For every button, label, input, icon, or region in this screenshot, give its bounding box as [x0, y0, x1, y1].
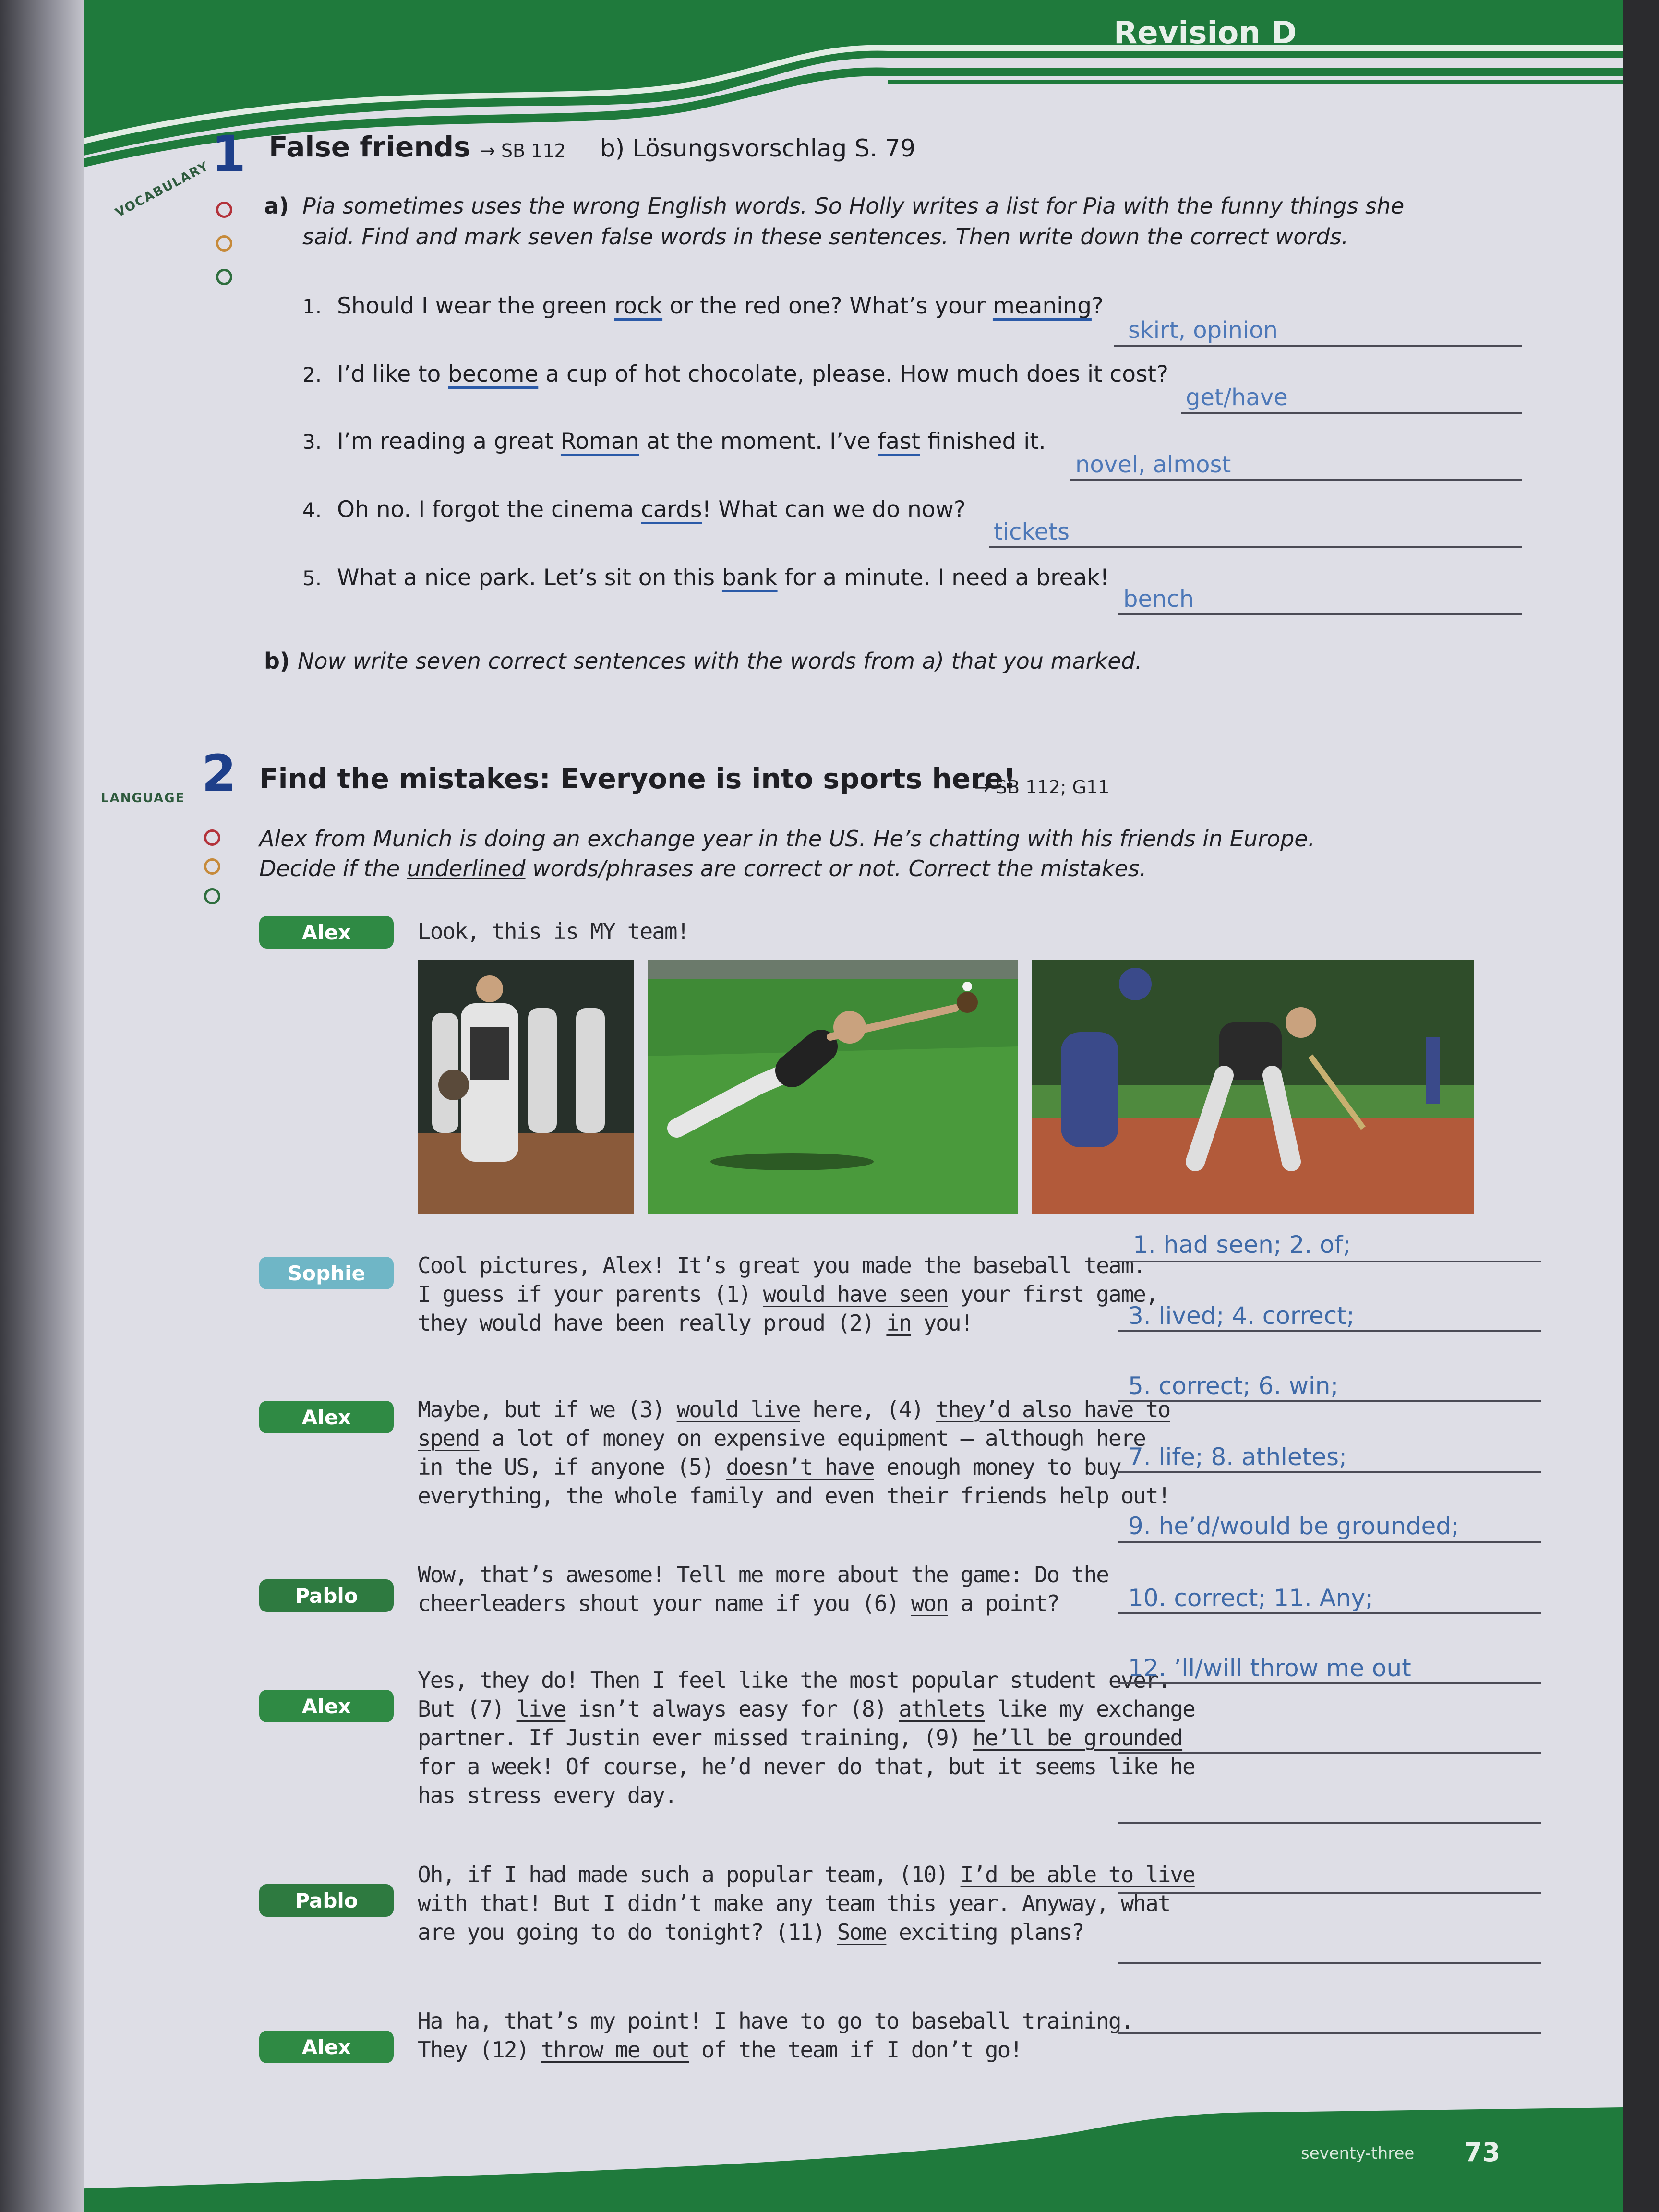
difficulty-circle-orange [204, 858, 220, 875]
answer-line-ex2-11[interactable] [1118, 1962, 1541, 1964]
answer-line-4[interactable] [989, 546, 1522, 548]
page-header-title: Revision D [1114, 15, 1297, 51]
exercise-1b-label: b) [264, 648, 290, 674]
answer-line-ex2-4[interactable] [1118, 1471, 1541, 1473]
answer-4: tickets [994, 518, 1070, 545]
answer-line-ex2-8[interactable] [1118, 1752, 1541, 1754]
answer-line-3[interactable] [1070, 479, 1522, 481]
difficulty-circle-green [216, 269, 232, 285]
speaker-tag-alex: Alex [259, 2031, 394, 2063]
answer-line-ex2-3[interactable] [1118, 1400, 1541, 1402]
answer-ex2-7: 12. ’ll/will throw me out [1128, 1654, 1411, 1682]
exercise-2-title: Find the mistakes: Everyone is into sports here! [259, 762, 1016, 795]
exercise-1-item-3: 3. I’m reading a great Roman at the moment. I’ve fast finished it. [302, 428, 1046, 455]
chat-message-alex-1: Maybe, but if we (3) would live here, (4) they’d also have to spend a lot of money on expensive equipment – although here in the US, if anyone (5) doesn’t have enough money to buy everything, the whole family and even their friends help out! [418, 1396, 1170, 1509]
page-number-words: seventy-three [1301, 2144, 1415, 2163]
exercise-1-item-1: 1. Should I wear the green rock or the red one? What’s your meaning? [302, 293, 1104, 319]
answer-line-ex2-2[interactable] [1118, 1330, 1541, 1332]
answer-line-ex2-9[interactable] [1118, 1822, 1541, 1824]
exercise-1a-label: a) [264, 193, 289, 219]
difficulty-circle-red [204, 830, 220, 846]
answer-ex2-6: 10. correct; 11. Any; [1128, 1584, 1373, 1612]
speaker-tag-alex: Alex [259, 1401, 394, 1433]
answer-line-1[interactable] [1114, 345, 1522, 347]
language-side-label: LANGUAGE [101, 791, 185, 805]
answer-5: bench [1123, 586, 1194, 613]
speaker-tag-pablo: Pablo [259, 1884, 394, 1917]
difficulty-circle-red [216, 202, 232, 218]
chat-message-sophie: Cool pictures, Alex! It’s great you made the baseball team. I guess if your parents (1) would have seen your first game, they would have been really proud (2) in you! [418, 1252, 1158, 1336]
exercise-2-reference: → SB 112; G11 [974, 777, 1110, 798]
answer-2: get/have [1186, 384, 1288, 411]
speaker-tag-sophie: Sophie [259, 1257, 394, 1289]
answer-line-ex2-1[interactable] [1118, 1261, 1541, 1262]
answer-line-ex2-5[interactable] [1118, 1541, 1541, 1543]
answer-line-2[interactable] [1181, 412, 1522, 414]
exercise-1-item-5: 5. What a nice park. Let’s sit on this bank for a minute. I need a break! [302, 565, 1109, 591]
exercise-1-reference: → SB 112 [480, 140, 566, 161]
speaker-tag-alex: Alex [259, 916, 394, 949]
answer-line-ex2-6[interactable] [1118, 1612, 1541, 1614]
answer-line-ex2-10[interactable] [1118, 1892, 1541, 1894]
answer-ex2-5: 9. he’d/would be grounded; [1128, 1512, 1459, 1540]
exercise-1-item-4: 4. Oh no. I forgot the cinema cards! What can we do now? [302, 496, 966, 523]
vocabulary-side-label: VOCABULARY [113, 159, 212, 220]
photo-batting-play [1032, 960, 1474, 1214]
speaker-tag-alex: Alex [259, 1690, 394, 1722]
exercise-1-solution-note: b) Lösungsvorschlag S. 79 [600, 134, 916, 162]
answer-line-ex2-7[interactable] [1118, 1682, 1541, 1684]
chat-message-pablo-2: Oh, if I had made such a popular team, (10) I’d be able to live with that! But I didn’t make any team this year. Anyway, what are you going to do tonight? (11) Some exciting plans? [418, 1862, 1195, 1945]
chat-message-alex-3: Ha ha, that’s my point! I have to go to baseball training. They (12) throw me out of the team if I don’t go! [418, 2008, 1133, 2063]
exercise-2-instruction-line1: Alex from Munich is doing an exchange year in the US. He’s chatting with his friends in Europe. [259, 826, 1315, 852]
chat-intro-text: Look, this is MY team! [418, 918, 689, 944]
workbook-page [72, 0, 1623, 2212]
answer-line-ex2-12[interactable] [1118, 2032, 1541, 2034]
photo-diving-catch [648, 960, 1018, 1214]
answer-line-5[interactable] [1118, 613, 1522, 615]
exercise-1-title: False friends [269, 131, 470, 163]
chat-message-pablo-1: Wow, that’s awesome! Tell me more about the game: Do the cheerleaders shout your name if you (6) won a point? [418, 1562, 1108, 1616]
exercise-1a-instruction-line2: said. Find and mark seven false words in these sentences. Then write down the correct words. [302, 224, 1349, 250]
exercise-1-item-2: 2. I’d like to become a cup of hot chocolate, please. How much does it cost? [302, 361, 1168, 387]
photo-team-lineup [418, 960, 634, 1214]
facing-page-edge [0, 0, 84, 2212]
page-number: 73 [1464, 2137, 1501, 2167]
difficulty-circle-orange [216, 235, 232, 252]
answer-ex2-1: 1. had seen; 2. of; [1133, 1231, 1351, 1259]
answer-ex2-3: 5. correct; 6. win; [1128, 1372, 1339, 1400]
speaker-tag-pablo: Pablo [259, 1579, 394, 1612]
exercise-1-number: 1 [211, 125, 246, 183]
difficulty-circle-green [204, 888, 220, 904]
exercise-2-number: 2 [202, 744, 237, 803]
exercise-1a-instruction-line1: Pia sometimes uses the wrong English words. So Holly writes a list for Pia with the funny things she [302, 193, 1405, 219]
exercise-1b-instruction: Now write seven correct sentences with the words from a) that you marked. [298, 648, 1142, 674]
answer-1: skirt, opinion [1128, 317, 1278, 344]
chat-message-alex-2: Yes, they do! Then I feel like the most popular student ever. But (7) live isn’t always easy for (8) athlets like my exchange partner. If Justin ever missed training, (9) he’ll be grounded for a week! Of course, he’d never do that, but it seems like he has stress every day. [418, 1667, 1195, 1808]
exercise-2-instruction-line2: Decide if the underlined words/phrases are correct or not. Correct the mistakes. [259, 855, 1147, 881]
answer-ex2-4: 7. life; 8. athletes; [1128, 1443, 1347, 1471]
answer-3: novel, almost [1075, 451, 1231, 478]
answer-ex2-2: 3. lived; 4. correct; [1128, 1302, 1355, 1330]
